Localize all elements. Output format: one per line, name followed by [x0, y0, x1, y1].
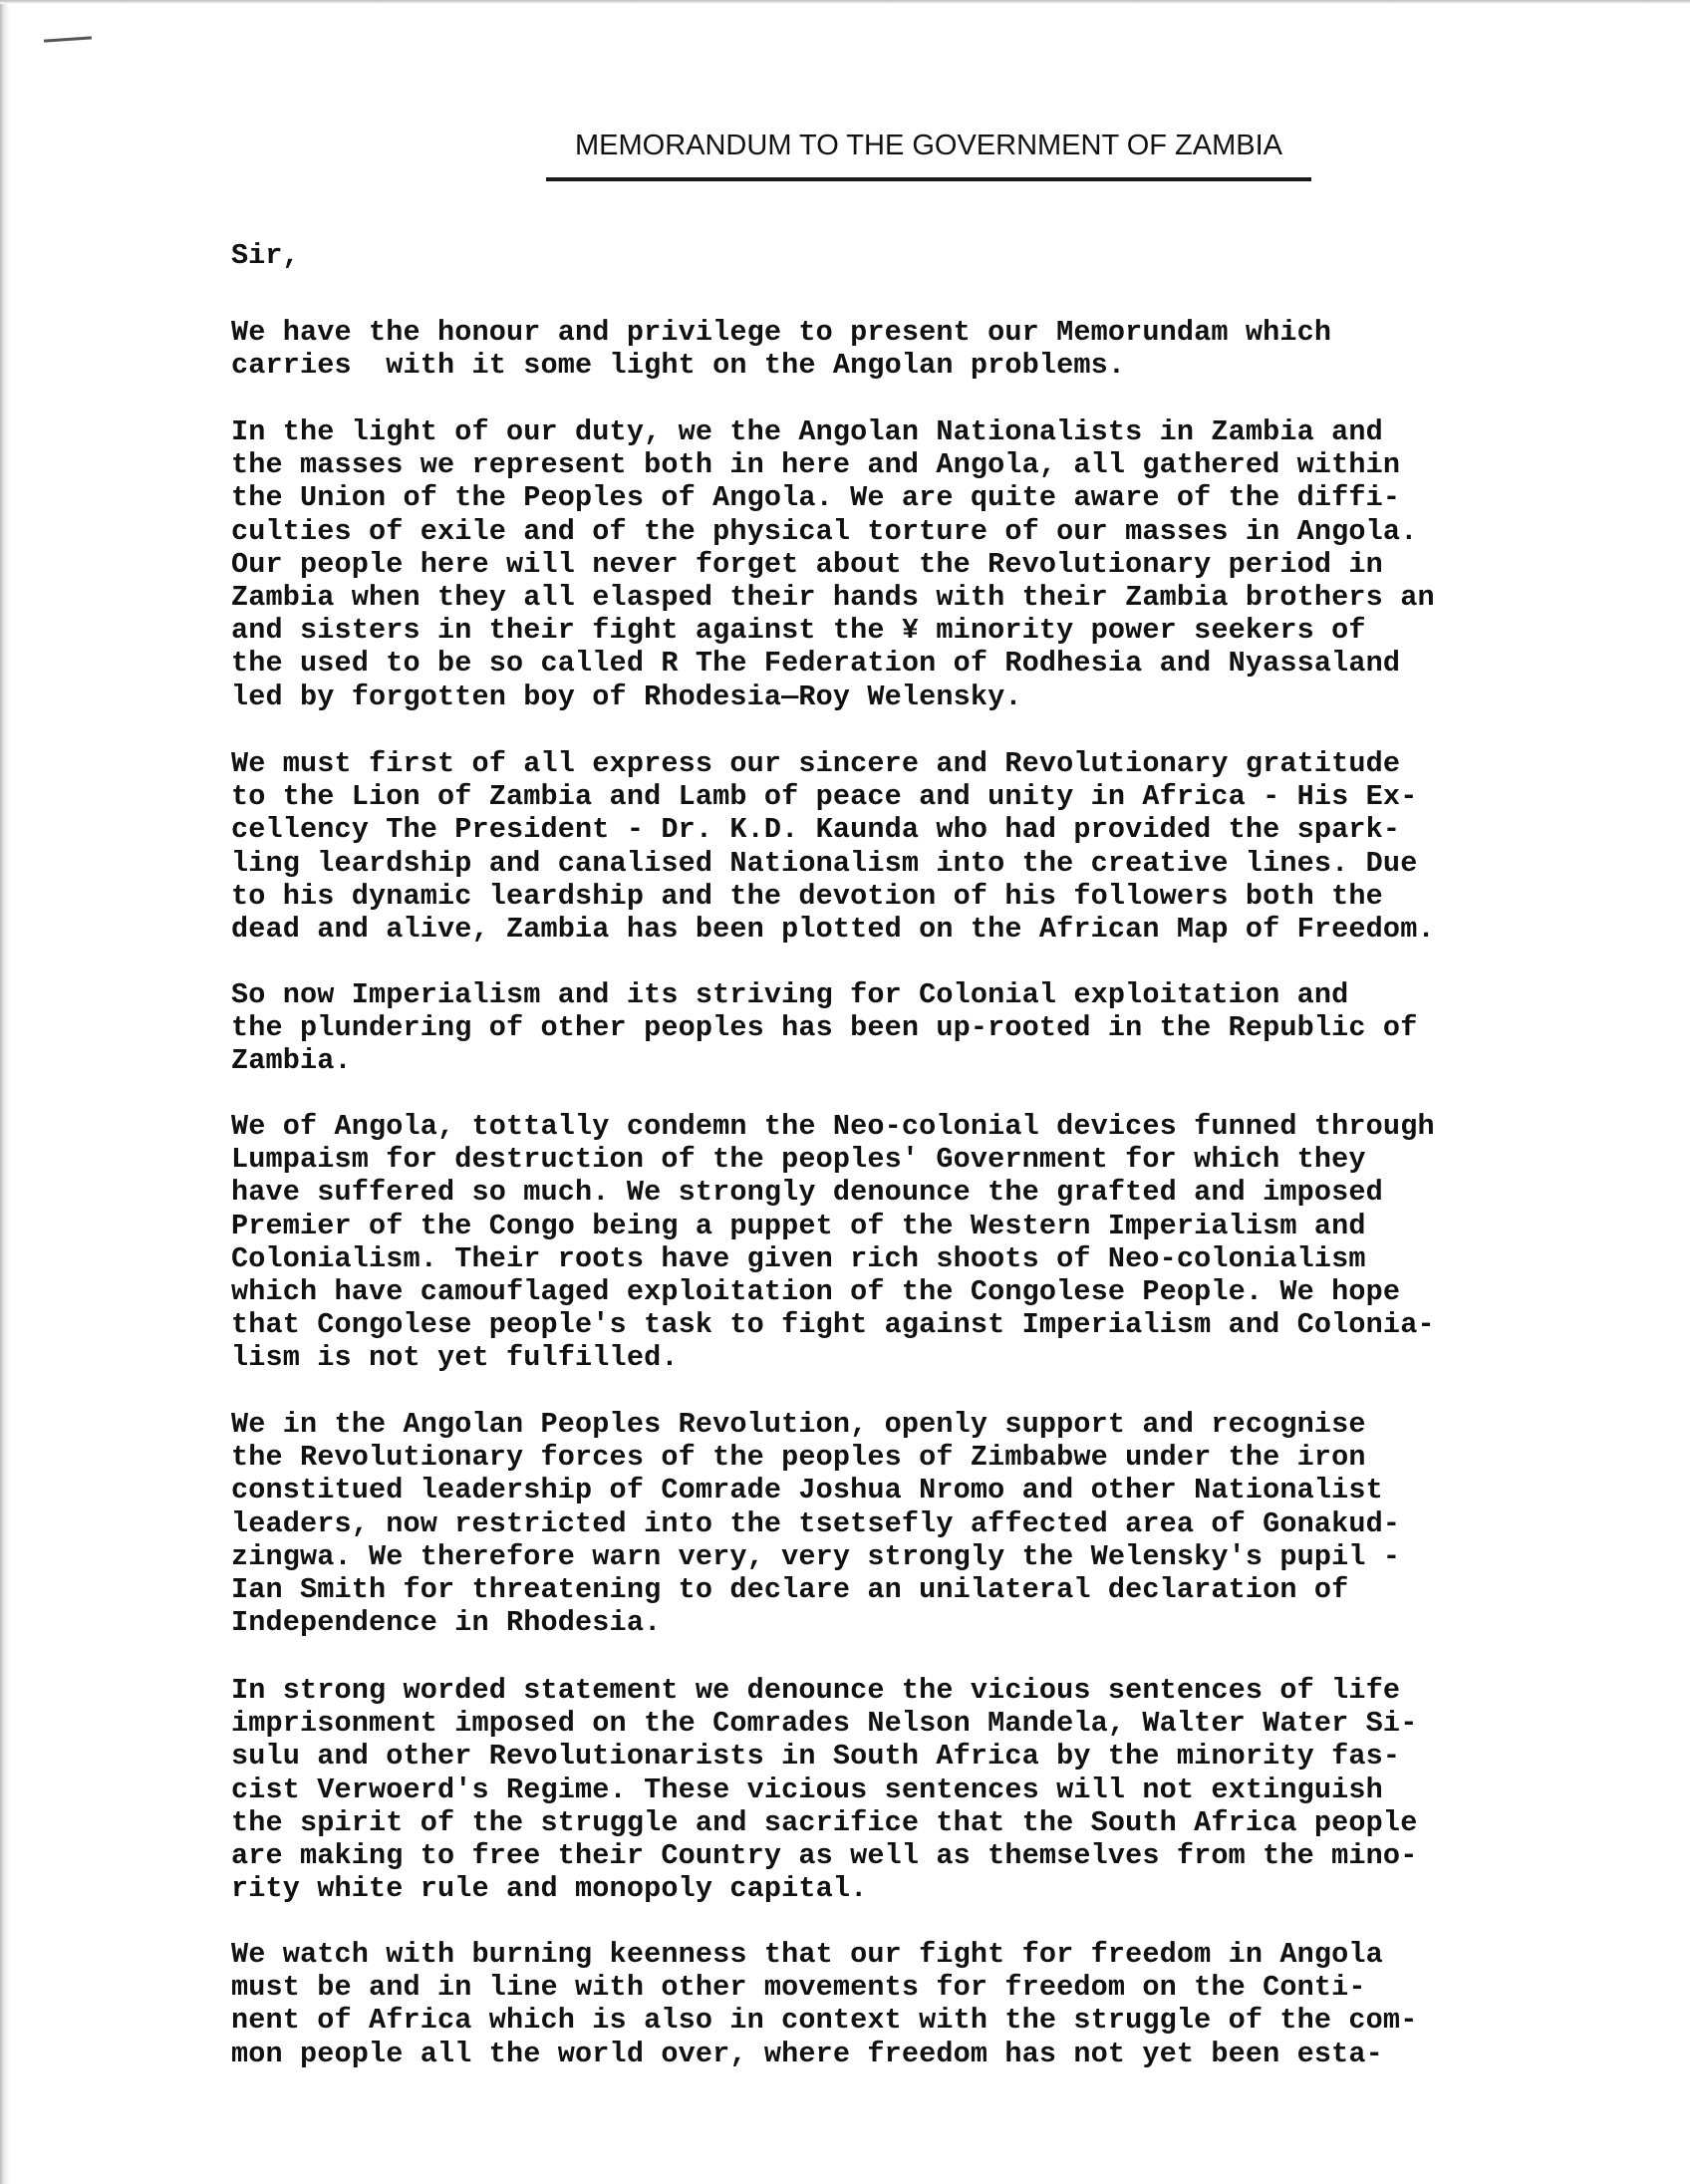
paragraph-presentation — [231, 316, 1646, 382]
paragraph-line: ling leardship and canalised Nationalism into the creative lines. Due — [231, 846, 1418, 880]
paragraph-congo — [231, 1110, 1646, 1375]
paragraph-line: the spirit of the struggle and sacrifice that the South Africa people — [231, 1805, 1418, 1839]
document-title: MEMORANDUM TO THE GOVERNMENT OF ZAMBIA — [574, 130, 1283, 161]
paragraph-line: Independence in Rhodesia. — [231, 1606, 662, 1640]
paragraph-line: rity white rule and monopoly capital. — [231, 1872, 868, 1906]
paragraph-line: Zambia. — [231, 1044, 352, 1078]
paragraph-line: the used to be so called R The Federation of Rodhesia and Nyassaland — [231, 647, 1401, 681]
margin-pen-mark — [44, 36, 92, 42]
paragraph-line: We of Angola, tottally condemn the Neo-colonial devices funned through — [231, 1110, 1435, 1143]
paragraph-angola-freedom — [231, 1938, 1646, 2070]
paragraph-line: the Revolutionary forces of the peoples of Zimbabwe under the iron — [231, 1441, 1366, 1475]
paragraph-line: leaders, now restricted into the tsetsefly affected area of Gonakud- — [231, 1506, 1401, 1540]
paragraph-line: In strong worded statement we denounce the vicious sentences of life — [231, 1674, 1401, 1707]
paragraph-line: lism is not yet fulfilled. — [231, 1341, 679, 1375]
paragraph-gratitude — [231, 747, 1646, 946]
paragraph-line: which have camouflaged exploitation of the Congolese People. We hope — [231, 1275, 1401, 1309]
paragraph-line: Ian Smith for threatening to declare an unilateral declaration of — [231, 1573, 1349, 1607]
salutation: Sir, — [231, 239, 300, 272]
paragraph-line: We watch with burning keenness that our fight for freedom in Angola — [231, 1938, 1383, 1971]
paragraph-line: the masses we represent both in here and Angola, all gathered within — [231, 448, 1401, 482]
paragraph-line: Premier of the Congo being a puppet of the Western Imperialism and — [231, 1209, 1366, 1242]
paragraph-line: must be and in line with other movements for freedom on the Conti- — [231, 1971, 1366, 2005]
paragraph-duty — [231, 415, 1646, 713]
paragraph-line: to his dynamic leardship and the devotion of his followers both the — [231, 879, 1383, 913]
paragraph-south-africa — [231, 1674, 1646, 1905]
paragraph-line: the Union of the Peoples of Angola. We are quite aware of the diffi- — [231, 481, 1401, 515]
paragraph-line: are making to free their Country as well as themselves from the mino- — [231, 1839, 1418, 1873]
paragraph-line: sulu and other Revolutionarists in South Africa by the minority fas- — [231, 1740, 1401, 1774]
paragraph-line: In the light of our duty, we the Angolan Nationalists in Zambia and — [231, 415, 1383, 448]
paragraph-line: nent of Africa which is also in context with the struggle of the com- — [231, 2004, 1418, 2038]
paragraph-line: have suffered so much. We strongly denounce the grafted and imposed — [231, 1176, 1383, 1210]
paragraph-line: zingwa. We therefore warn very, very strongly the Welensky's pupil - — [231, 1539, 1401, 1573]
paragraph-line: that Congolese people's task to fight against Imperialism and Colonia- — [231, 1308, 1435, 1342]
paragraph-line: So now Imperialism and its striving for Colonial exploitation and — [231, 978, 1349, 1011]
paragraph-line: Lumpaism for destruction of the peoples' Government for which they — [231, 1143, 1366, 1177]
paragraph-line: mon people all the world over, where freedom has not yet been esta- — [231, 2037, 1383, 2070]
paragraph-line: We in the Angolan Peoples Revolution, openly support and recognise — [231, 1408, 1366, 1441]
paragraph-line: imprisonment imposed on the Comrades Nelson Mandela, Walter Water Si- — [231, 1707, 1418, 1741]
paragraph-line: to the Lion of Zambia and Lamb of peace and unity in Africa - His Ex- — [231, 780, 1418, 814]
paragraph-line: and sisters in their fight against the ¥ minority power seekers of — [231, 614, 1366, 648]
paragraph-line: constitued leadership of Comrade Joshua Nromo and other Nationalist — [231, 1474, 1383, 1507]
paragraph-line: cellency The President - Dr. K.D. Kaunda who had provided the spark- — [231, 813, 1401, 847]
paragraph-line: We have the honour and privilege to present our Memorundam which — [231, 316, 1332, 349]
paragraph-line: culties of exile and of the physical torture of our masses in Angola. — [231, 514, 1418, 548]
scan-top-edge — [0, 0, 1690, 4]
title-underline — [546, 177, 1311, 181]
paragraph-zimbabwe — [231, 1408, 1646, 1639]
paragraph-line: Colonialism. Their roots have given rich shoots of Neo-colonialism — [231, 1241, 1366, 1275]
paragraph-line: dead and alive, Zambia has been plotted on the African Map of Freedom. — [231, 913, 1435, 947]
paragraph-imperialism — [231, 978, 1646, 1078]
paragraph-line: Zambia when they all elasped their hands with their Zambia brothers an — [231, 581, 1435, 615]
paragraph-line: led by forgotten boy of Rhodesia—Roy Welensky. — [231, 680, 1022, 713]
paragraph-line: Our people here will never forget about the Revolutionary period in — [231, 547, 1383, 581]
paragraph-line: carries with it some light on the Angolan problems. — [231, 349, 1126, 383]
paragraph-line: We must first of all express our sincere and Revolutionary gratitude — [231, 747, 1401, 780]
paragraph-line: the plundering of other peoples has been up-rooted in the Republic of — [231, 1011, 1418, 1045]
scan-left-edge — [0, 0, 10, 2184]
paragraph-line: cist Verwoerd's Regime. These vicious sentences will not extinguish — [231, 1773, 1383, 1806]
